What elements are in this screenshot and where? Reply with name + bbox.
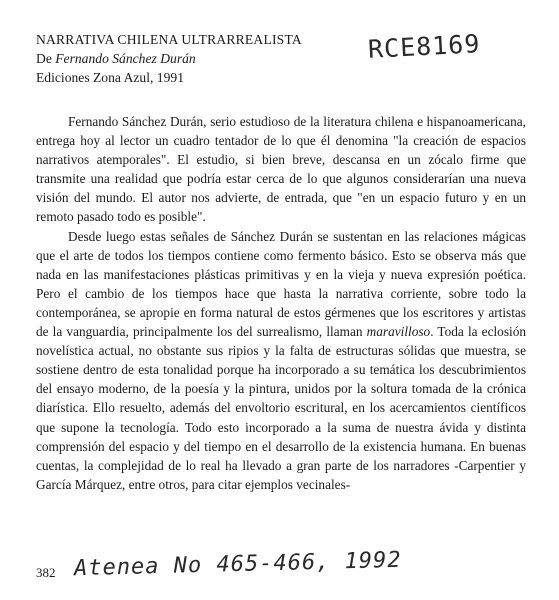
book-header [36, 30, 366, 87]
handwritten-reference: RCE8169 [367, 29, 482, 64]
author-prefix: De [36, 51, 56, 66]
page-number: 382 [36, 565, 56, 580]
article-body [36, 112, 526, 494]
handwritten-citation: Atenea No 465-466, 1992 [73, 547, 402, 582]
publisher-line: Ediciones Zona Azul, 1991 [36, 70, 184, 85]
paragraph-1: Fernando Sánchez Durán, serio estudioso de la literatura chilena e hispanoamericana, entrega hoy al lector un cuadro tentador de lo que él denomina "la creación de espacios narrativos atemporales". El estudio, si bien breve, descansa en un zócalo firme que transmite una realidad que podría estar cerca de lo que algunos considerarían una nueva visión del mundo. El autor nos advierte, de entrada, que "en un espacio futuro y en un remoto pasado todo es posible". [36, 114, 526, 225]
author-line [36, 49, 366, 68]
author-name: Fernando Sánchez Durán [55, 51, 196, 66]
emphasis-maravilloso: maravilloso [366, 324, 431, 340]
paragraph-2 [36, 227, 526, 494]
paragraph-2-end: . Toda la eclosión novelística actual, no obstante sus ripios y la falta de estructuras sólidas que muestra, se sostiene dentro de esta tonalidad porque ha incorporado a su temática los descubrimientos del ensayo moderno, de la poesía y la pintura, unidos por la soltura tomada de la crónica diarística. Ello resuelto, además del envoltorio escritural, en los acercamientos científicos que supone la tecnología. Todo esto incorporado a la suma de nuestra ávida y distinta comprensión del espacio y del tiempo en el desarrollo de la existencia humana. En buenas cuentas, la complejidad de lo real ha llevado a gran parte de los narradores -Carpentier y García Márquez, entre otros, para citar ejemplos vecinales- [36, 324, 526, 492]
paragraph-2-start: Desde luego estas señales de Sánchez Durán se sustentan en las relaciones mágicas que el arte de todos los tiempos contiene como fermento básico. Esto se observa más que nada en las manifestaciones plásticas primitivas y en la vieja y nueva expresión poética. Pero el cambio de los tiempos hace que hasta la narrativa corriente, sobre todo la contemporánea, se apropie en forma natural de estos gérmenes que los escritores y artistas de la vanguardia, principalmente los del surrealismo, llaman [36, 228, 526, 340]
book-title: NARRATIVA CHILENA ULTRARREALISTA [36, 32, 302, 47]
